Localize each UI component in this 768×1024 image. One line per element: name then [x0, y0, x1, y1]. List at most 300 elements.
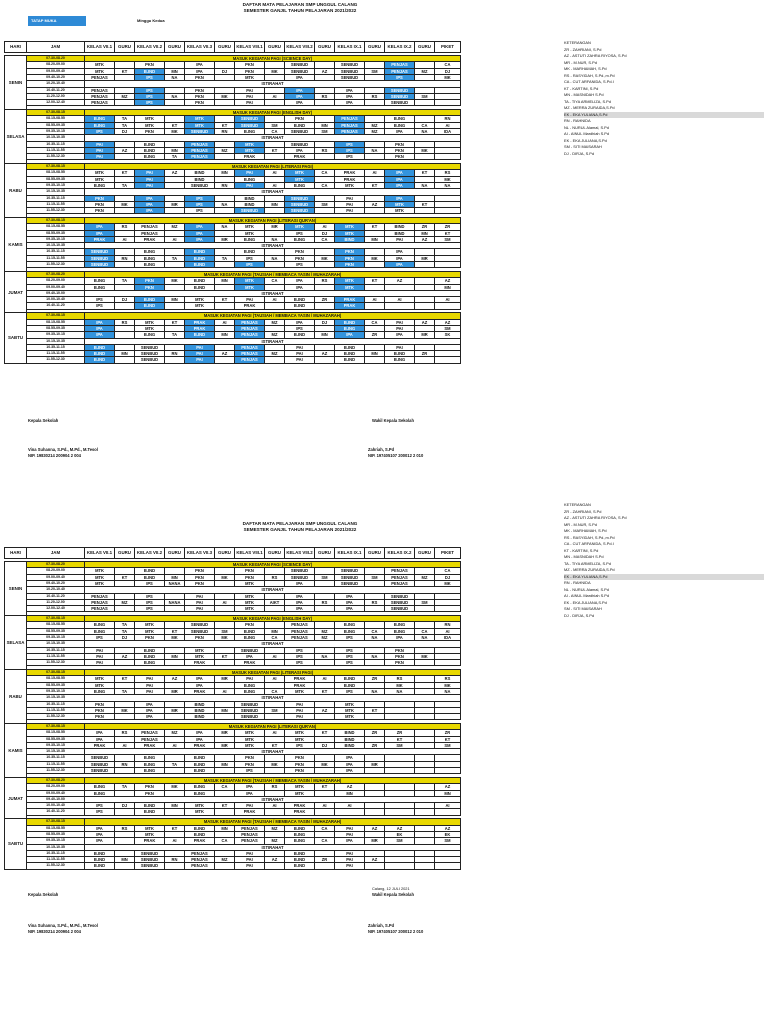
header-guru: GURU — [215, 548, 235, 559]
subject-cell: SENBUD — [135, 357, 165, 363]
teacher-code: AZ — [365, 825, 385, 831]
teacher-code — [165, 357, 185, 363]
header-kelas-vii-1: KELAS VII.1 — [85, 42, 115, 53]
teacher-code: AI — [165, 236, 185, 242]
subject-cell: MTK — [185, 803, 215, 809]
teacher-code: MR — [415, 332, 435, 338]
legend-item: MK - MARHAMAH, S.Pd — [564, 66, 607, 71]
subject-cell: IPA — [335, 93, 365, 99]
banner-time: 07.30-08.15 — [27, 616, 85, 622]
subject-cell: PAI — [135, 688, 165, 694]
subject-cell: PKN — [135, 784, 165, 790]
subject-cell: SENBUD — [335, 574, 365, 580]
subject-cell: IPS — [335, 647, 365, 653]
teacher-code: TA — [115, 622, 135, 628]
header-kelas-ix-1: KELAS IX.1 — [335, 548, 365, 559]
header-row — [5, 42, 561, 53]
subject-cell: MTK — [85, 176, 115, 182]
period-time: 12.00-12.40 — [27, 100, 85, 106]
subject-cell: PKN — [135, 128, 165, 134]
teacher-code: SM — [415, 93, 435, 99]
subject-cell: MTK — [135, 831, 165, 837]
piket-code: SM — [435, 325, 461, 331]
teacher-code: MK — [165, 634, 185, 640]
subject-cell: B.ING — [235, 682, 265, 688]
subject-cell: BIND — [385, 224, 415, 230]
subject-cell: SENBUD — [85, 249, 115, 255]
subject-cell: B.IND — [185, 255, 215, 261]
subject-cell: B.IND — [335, 357, 365, 363]
teacher-code: AZ — [215, 351, 235, 357]
legend-item: MK - MARHAMAH, S.Pd — [564, 528, 607, 533]
subject-cell: SENBUD — [185, 622, 215, 628]
period-time: 10.35-11.15 — [27, 344, 85, 350]
teacher-code: AI — [265, 182, 285, 188]
piket-code: IDA — [435, 634, 461, 640]
header-guru: GURU — [165, 42, 185, 53]
teacher-code: DJ — [115, 803, 135, 809]
teacher-code: TA — [115, 688, 135, 694]
subject-cell: B.IND — [85, 351, 115, 357]
subject-cell: PKN — [185, 580, 215, 586]
timetable — [4, 547, 560, 870]
legend-item: EK - EKA YULIANA,S.Pd — [564, 112, 764, 119]
banner-time: 07.30-08.15 — [27, 724, 85, 730]
subject-cell: PENJAS — [235, 838, 265, 844]
subject-cell: B.IND — [185, 825, 215, 831]
subject-cell: PKN — [285, 761, 315, 767]
kepsek-signature — [28, 447, 98, 459]
subject-cell: BIND — [185, 170, 215, 176]
period-time: 11.55-12.30 — [27, 660, 85, 666]
subject-cell: IPA — [185, 236, 215, 242]
teacher-code: MK — [115, 201, 135, 207]
activity-banner: MASUK KEGIATAN PAGI (LITERASI PAGI) — [85, 670, 461, 676]
piket-code: MK — [435, 74, 461, 80]
legend-item: MN - MASNIDAH S.Pd — [564, 92, 604, 97]
teacher-code: CA — [315, 838, 335, 844]
teacher-code: MK — [365, 255, 385, 261]
subject-cell: PENJAS — [85, 100, 115, 106]
subject-cell: IPA — [335, 87, 365, 93]
kepsek-label: Kepala Sekolah — [28, 892, 59, 897]
subject-cell: IPA — [235, 784, 265, 790]
subject-cell: MTK — [185, 647, 215, 653]
subject-cell: B.IND — [285, 303, 315, 309]
subject-cell: PAI — [335, 208, 365, 214]
subject-cell: PRAK — [185, 319, 215, 325]
teacher-code: CA — [265, 128, 285, 134]
subject-cell: B.IND — [335, 344, 365, 350]
subject-cell: MTK — [135, 319, 165, 325]
teacher-code: RS — [365, 93, 385, 99]
teacher-code: CA — [265, 634, 285, 640]
subject-cell: B.IND — [85, 357, 115, 363]
subject-cell: MTK — [185, 297, 215, 303]
teacher-code: AI — [165, 742, 185, 748]
subject-cell: PAI — [235, 803, 265, 809]
subject-cell: PKN — [235, 755, 265, 761]
period-time: 10.35-11.15 — [27, 647, 85, 653]
period-time: 08.55-09.35 — [27, 736, 85, 742]
subject-cell: PKN — [235, 622, 265, 628]
piket-code: CA — [435, 568, 461, 574]
teacher-legend — [564, 502, 764, 619]
header-guru: GURU — [315, 42, 335, 53]
teacher-code: DJ — [315, 319, 335, 325]
teacher-code: MZ — [165, 224, 185, 230]
subject-cell: MTK — [285, 730, 315, 736]
subject-cell: AZ — [385, 278, 415, 284]
subject-cell: B.ING — [185, 784, 215, 790]
subject-cell: B.ING — [385, 116, 415, 122]
subject-cell: MN — [335, 790, 365, 796]
teacher-code: MN — [215, 707, 235, 713]
activity-banner: MASUK KEGIATAN PAGI (LITERASI QUR'AN) — [85, 724, 461, 730]
banner-time: 07.30-08.20 — [27, 777, 85, 783]
subject-cell: SENBUD — [235, 116, 265, 122]
subject-cell: IPA — [85, 230, 115, 236]
legend-item: EK - EKA JULIANA,S.Pd — [564, 599, 607, 605]
day-name: RABU — [5, 670, 27, 724]
teacher-code: MZ — [215, 147, 235, 153]
teacher-code: KT — [415, 170, 435, 176]
piket-code: AI — [435, 803, 461, 809]
teacher-code: TA — [115, 628, 135, 634]
teacher-code: KT — [365, 707, 385, 713]
teacher-code: KT — [315, 730, 335, 736]
teacher-code: ZR — [365, 742, 385, 748]
subject-cell: MTK — [185, 653, 215, 659]
subject-cell: MTK — [135, 825, 165, 831]
subject-cell: IPA — [85, 319, 115, 325]
teacher-code: DJ — [315, 742, 335, 748]
teacher-code: MN — [215, 761, 235, 767]
teacher-code: KT — [115, 170, 135, 176]
teacher-code: ZR — [415, 224, 435, 230]
subject-cell: MTK — [235, 730, 265, 736]
subject-cell: PRAK — [335, 176, 365, 182]
activity-banner: MASUK KEGIATAN PAGI (TAUSIAH / MEMBACA YASIN / MUHAZARAH) — [85, 271, 461, 277]
period-time: 08.15-08.55 — [27, 224, 85, 230]
subject-cell: B.IND — [285, 825, 315, 831]
legend-item: TA - TIYA ARMELIZA, S.Pd — [564, 98, 611, 104]
teacher-code: DJ — [115, 634, 135, 640]
period-time: 10.35-11.15 — [27, 701, 85, 707]
subject-cell: SENBUD — [235, 701, 265, 707]
subject-cell: PRAK — [335, 297, 365, 303]
teacher-code: AZ — [415, 236, 435, 242]
teacher-code: MR — [215, 742, 235, 748]
subject-cell: EK — [385, 831, 415, 837]
subject-cell: IPS — [135, 87, 165, 93]
teacher-code: NANA — [165, 599, 185, 605]
subject-cell: SM — [385, 742, 415, 748]
period-time: 11.55-12.30 — [27, 154, 85, 160]
break-label: ISTIRAHAT — [85, 749, 461, 755]
subject-cell: IPA — [385, 262, 415, 268]
subject-cell: PKN — [135, 278, 165, 284]
activity-banner: MASUK KEGIATAN PAGI (TAUSIAH / MEMBACA YASIN / MUHAZARAH) — [85, 777, 461, 783]
subject-cell: PENJAS — [285, 634, 315, 640]
subject-cell: PENJAS — [335, 122, 365, 128]
subject-cell: PAI — [285, 714, 315, 720]
subject-cell: PENJAS — [285, 628, 315, 634]
day-name: SELASA — [5, 616, 27, 670]
teacher-code: ZR — [365, 730, 385, 736]
wakil-nip: NIP. 197405107 200012 2 010 — [368, 929, 424, 934]
teacher-code: MN — [165, 803, 185, 809]
subject-cell: IPA — [385, 195, 415, 201]
legend-item: DJ - DIRJA, S.Pd — [564, 612, 595, 618]
subject-cell: MTK — [85, 682, 115, 688]
week-label: Minggu Kedua — [137, 18, 165, 23]
header-kelas-vii-1: KELAS VII.1 — [85, 548, 115, 559]
subject-cell: IPA — [185, 730, 215, 736]
piket-code: ZR — [435, 730, 461, 736]
break-label: ISTIRAHAT — [85, 189, 461, 195]
teacher-code: AI — [265, 297, 285, 303]
teacher-code: MN — [265, 201, 285, 207]
break-time: 10.15-10.35 — [27, 844, 85, 850]
subject-cell: PRAK — [85, 742, 115, 748]
subject-cell: KT — [385, 736, 415, 742]
subject-cell: SENBUD — [285, 195, 315, 201]
teacher-code: MN — [315, 332, 335, 338]
subject-cell: PENJAS — [185, 154, 215, 160]
subject-cell: SENBUD — [385, 606, 415, 612]
subject-cell: PAI — [235, 170, 265, 176]
teacher-code: MZ — [315, 634, 335, 640]
teacher-code: MN — [165, 147, 185, 153]
subject-cell: IPS — [335, 634, 365, 640]
subject-cell: B.IND — [285, 332, 315, 338]
period-time: 08.15-08.55 — [27, 825, 85, 831]
header-kelas-viii-1: KELAS VIII.1 — [235, 548, 265, 559]
period-time: 11.20-12.00 — [27, 599, 85, 605]
break-time: 10.15-10.35 — [27, 189, 85, 195]
subject-cell: PENJAS — [85, 599, 115, 605]
subject-cell: B.ING — [85, 284, 115, 290]
legend-item: AZ - ASTUTI ZAHRA RIYOSA, S.Pd — [564, 515, 627, 520]
subject-cell: SENBUD — [285, 128, 315, 134]
teacher-legend — [564, 40, 764, 157]
subject-cell: MTK — [285, 736, 315, 742]
subject-cell: IPA — [385, 182, 415, 188]
period-time: 10.40-11.20 — [27, 87, 85, 93]
piket-code: AZ — [435, 784, 461, 790]
subject-cell: PENJAS — [135, 730, 165, 736]
subject-cell: MK — [385, 682, 415, 688]
piket-code: IDA — [435, 128, 461, 134]
period-time: 09.35-10.15 — [27, 332, 85, 338]
subject-cell: PKN — [335, 262, 365, 268]
subject-cell: IPA — [385, 128, 415, 134]
teacher-code: MR — [215, 676, 235, 682]
teacher-code: NA — [415, 128, 435, 134]
teacher-code — [365, 863, 385, 869]
subject-cell: PAI — [335, 825, 365, 831]
subject-cell: B.ING — [135, 154, 165, 160]
teacher-code: TA — [115, 122, 135, 128]
legend-item: EK - EKA YULIANA,S.Pd — [564, 574, 764, 581]
subject-cell: IPS — [135, 74, 165, 80]
mode-tag: TATAP MUKA — [28, 16, 86, 26]
teacher-code: MZ — [265, 825, 285, 831]
break-label: ISTIRAHAT — [85, 243, 461, 249]
piket-code: RN — [435, 622, 461, 628]
teacher-code: MN — [415, 230, 435, 236]
subject-cell: IPS — [85, 128, 115, 134]
day-name: SABTU — [5, 819, 27, 869]
subject-cell: MTK — [335, 230, 365, 236]
legend-item: RS - RASYIDAH, S.Pd.,m.Pd — [564, 72, 615, 78]
teacher-code: ZR — [365, 332, 385, 338]
header-guru: GURU — [265, 42, 285, 53]
piket-code: AZ — [435, 278, 461, 284]
teacher-code: CA — [415, 628, 435, 634]
subject-cell: B.ING — [385, 357, 415, 363]
subject-cell: IPA — [135, 195, 165, 201]
subject-cell: MTK — [235, 278, 265, 284]
teacher-code: KT — [365, 278, 385, 284]
period-time: 08.20-09.00 — [27, 278, 85, 284]
legend-item: EK - EKA JULIANA,S.Pd — [564, 137, 607, 143]
subject-cell: PENJAS — [385, 568, 415, 574]
subject-cell: IPS — [285, 325, 315, 331]
subject-cell: BIND — [335, 742, 365, 748]
subject-cell: B.IND — [135, 809, 165, 815]
subject-cell: B.IND — [85, 850, 115, 856]
piket-code: ZR — [435, 224, 461, 230]
break-label: ISTIRAHAT — [85, 796, 461, 802]
teacher-code: MN — [215, 278, 235, 284]
subject-cell: B.IND — [335, 351, 365, 357]
subject-cell: PKN — [285, 116, 315, 122]
teacher-code: NA — [415, 634, 435, 640]
teacher-code: KT — [365, 182, 385, 188]
teacher-code: NANA — [165, 580, 185, 586]
subject-cell: PAI — [135, 676, 165, 682]
subject-cell: MTK — [85, 580, 115, 586]
subject-cell: SENBUD — [135, 344, 165, 350]
subject-cell: PKN — [85, 208, 115, 214]
break-time: 10.15-10.35 — [27, 641, 85, 647]
subject-cell: PKN — [235, 574, 265, 580]
teacher-code: ZR — [415, 351, 435, 357]
subject-cell: IPA — [185, 224, 215, 230]
period-time: 11.55-12.30 — [27, 208, 85, 214]
subject-cell: PAI — [185, 344, 215, 350]
legend-item: MN - MASNIDAH S.Pd — [564, 554, 604, 559]
teacher-code: MN — [315, 122, 335, 128]
header-guru: GURU — [365, 548, 385, 559]
subject-cell: SENBUD — [85, 768, 115, 774]
subject-cell: MTK — [335, 284, 365, 290]
subject-cell: SENBUD — [385, 599, 415, 605]
subject-cell: AZ — [385, 825, 415, 831]
subject-cell: PKN — [85, 701, 115, 707]
break-time: 10.15-10.35 — [27, 749, 85, 755]
subject-cell: B.IND — [235, 628, 265, 634]
subject-cell: MTK — [235, 606, 265, 612]
subject-cell: PKN — [285, 249, 315, 255]
subject-cell: MTK — [185, 809, 215, 815]
piket-code — [435, 863, 461, 869]
title-line: DAFTAR MATA PELAJARAN SMP UNGGUL CALANG — [242, 2, 358, 7]
subject-cell: BIND — [185, 707, 215, 713]
teacher-code: AZ — [265, 857, 285, 863]
teacher-code: AI — [115, 742, 135, 748]
teacher-code: MK — [115, 707, 135, 713]
teacher-code: MN — [165, 68, 185, 74]
subject-cell: MTK — [235, 147, 265, 153]
break-label: ISTIRAHAT — [85, 338, 461, 344]
teacher-code: MZ — [365, 122, 385, 128]
teacher-code: TA — [165, 332, 185, 338]
header-kelas-ix-2: KELAS IX.2 — [385, 548, 415, 559]
subject-cell: PAI — [85, 660, 115, 666]
piket-code: MK — [435, 580, 461, 586]
piket-code: AZ — [435, 825, 461, 831]
period-time: 08.15-08.55 — [27, 319, 85, 325]
subject-cell: B.IND — [135, 647, 165, 653]
teacher-code: SM — [315, 128, 335, 134]
day-name: SENIN — [5, 562, 27, 616]
period-time: 09.35-10.15 — [27, 838, 85, 844]
piket-code: SM — [435, 742, 461, 748]
banner-time: 07.30-08.15 — [27, 164, 85, 170]
subject-cell: MTK — [235, 224, 265, 230]
subject-cell: MTK — [285, 790, 315, 796]
subject-cell: PAI — [335, 857, 365, 863]
subject-cell: B.ING — [135, 249, 165, 255]
teacher-code: MN — [215, 170, 235, 176]
teacher-code — [215, 357, 235, 363]
teacher-code: MZ — [215, 857, 235, 863]
subject-cell: PENJAS — [85, 87, 115, 93]
teacher-code: SM — [265, 707, 285, 713]
subject-cell: BIND — [185, 714, 215, 720]
subject-cell: PAI — [235, 93, 265, 99]
piket-code: AI — [435, 628, 461, 634]
subject-cell: IPA — [185, 62, 215, 68]
subject-cell: PKN — [285, 768, 315, 774]
subject-cell: IPS — [85, 803, 115, 809]
period-time: 11.15-11.55 — [27, 761, 85, 767]
subject-cell: B.IND — [85, 344, 115, 350]
subject-cell: PENJAS — [185, 857, 215, 863]
teacher-code: KT — [215, 803, 235, 809]
subject-cell: PKN — [235, 568, 265, 574]
teacher-code: MR — [265, 224, 285, 230]
teacher-code: TA — [115, 278, 135, 284]
subject-cell: MTK — [335, 707, 365, 713]
subject-cell: BIND — [335, 236, 365, 242]
day-name: RABU — [5, 164, 27, 218]
teacher-code: MR — [215, 236, 235, 242]
teacher-code: MN — [165, 653, 185, 659]
teacher-code: MR — [165, 707, 185, 713]
subject-cell: B.IND — [135, 574, 165, 580]
subject-cell: SENBUD — [285, 62, 315, 68]
subject-cell: PAI — [235, 297, 265, 303]
period-time: 10.35-11.15 — [27, 249, 85, 255]
subject-cell: BIND — [385, 230, 415, 236]
header-kelas-viii-2: KELAS VIII.2 — [285, 548, 315, 559]
subject-cell — [385, 863, 415, 869]
period-time: 08.55-09.35 — [27, 230, 85, 236]
